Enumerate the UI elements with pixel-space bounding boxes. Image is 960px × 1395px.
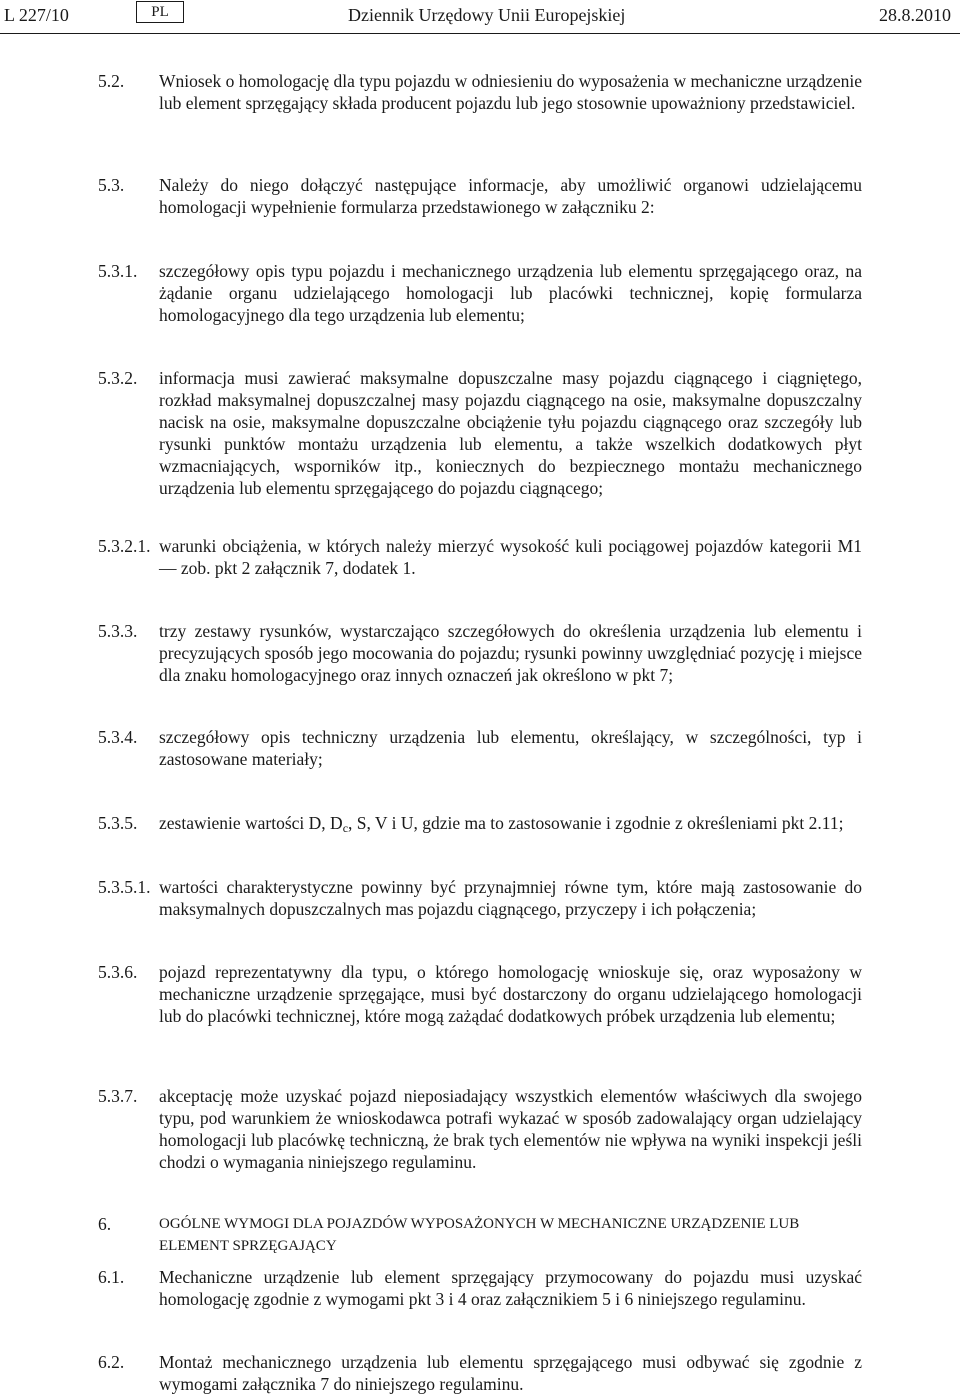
clause-number: 6.2.: [98, 1352, 125, 1372]
clause-number: 5.2.: [98, 71, 125, 91]
section-title: OGÓLNE WYMOGI DLA POJAZDÓW WYPOSAŻONYCH W MECHANICZNE URZĄDZENIE LUB ELEMENT SPRZĘGAJĄCY: [159, 1216, 800, 1254]
clause-number: 5.3.5.1.: [98, 877, 151, 897]
clause-text: Wniosek o homologację dla typu pojazdu w odniesieniu do wyposażenia w mechaniczne urządzenie lub element sprzęgający składa producent pojazdu lub jego stosownie upoważniony przedstawiciel.: [159, 71, 862, 113]
clause-text-before: zestawienie wartości D, D: [159, 813, 343, 833]
clause-number: 6.1.: [98, 1267, 125, 1287]
clause-text: informacja musi zawierać maksymalne dopuszczalne masy pojazdu ciągnącego i ciągniętego, rozkład maksymalnej dopuszczalnej masy pojazdu ciągnącego na osie, maksymalne dopuszczalny nacisk na osie, maksymalne dopuszczalne obciążenie tyłu pojazdu ciągnącego oraz szczegóły lub rysunki punktów montażu urządzenia lub elementu, a także wszelkich dodatkowych płyt wzmacniających, wsporników itp., koniecznych do bezpiecznego montażu mechanicznego urządzenia lub elementu sprzęgającego do pojazdu ciągnącego;: [159, 368, 862, 498]
clause-text: Montaż mechanicznego urządzenia lub elementu sprzęgającego musi odbywać się zgodnie z wymogami załącznika 7 do niniejszego regulaminu.: [159, 1352, 862, 1394]
header-divider: [0, 33, 960, 34]
clause-number: 5.3.3.: [98, 621, 138, 641]
language-badge: PL: [136, 1, 184, 23]
clause-number: 5.3.: [98, 175, 125, 195]
clause-number: 5.3.5.: [98, 813, 138, 833]
clause-text: szczegółowy opis techniczny urządzenia lub elementu, określający, w szczególności, typ i zastosowane materiały;: [159, 727, 862, 769]
section-number: 6.: [98, 1214, 112, 1234]
clause-text-after: , S, V i U, gdzie ma to zastosowanie i zgodnie z określeniami pkt 2.11;: [348, 813, 844, 833]
clause-number: 5.3.6.: [98, 962, 138, 982]
clause-text: Mechaniczne urządzenie lub element sprzęgający przymocowany do pojazdu musi uzyskać homologację zgodnie z wymogami pkt 3 i 4 oraz załącznikiem 5 i 6 niniejszego regulaminu.: [159, 1267, 862, 1309]
clause-number: 5.3.2.1.: [98, 536, 151, 556]
publication-date: 28.8.2010: [879, 5, 951, 25]
clause-number: 5.3.2.: [98, 368, 138, 388]
clause-number: 5.3.7.: [98, 1086, 138, 1106]
clause-text: Należy do niego dołączyć następujące informacje, aby umożliwić organowi udzielającemu homologacji wypełnienie formularza przedstawionego w załączniku 2:: [159, 175, 862, 217]
clause-text: [159, 812, 862, 834]
page-reference: L 227/10: [4, 5, 69, 25]
journal-title: Dziennik Urzędowy Unii Europejskiej: [348, 5, 626, 25]
clause-text: szczegółowy opis typu pojazdu i mechanicznego urządzenia lub elementu sprzęgającego oraz, na żądanie organu udzielającego homologacji lub placówki technicznej, kopię formularza homologacyjnego dla tego urządzenia lub elementu;: [159, 261, 862, 325]
clause-text: trzy zestawy rysunków, wystarczająco szczegółowych do określenia urządzenia lub elementu i precyzujących sposób jego mocowania do pojazdu; rysunki powinny uwzględniać pozycję i miejsce dla znaku homologacyjnego oraz innych oznaczeń jak określono w pkt 7;: [159, 621, 862, 685]
clause-text: warunki obciążenia, w których należy mierzyć wysokość kuli pociągowej pojazdów kategorii M1 — zob. pkt 2 załącznik 7, dodatek 1.: [159, 536, 862, 578]
clause-number: 5.3.1.: [98, 261, 138, 281]
clause-text: wartości charakterystyczne powinny być przynajmniej równe tym, które mają zastosowanie do maksymalnych dopuszczalnych mas pojazdu ciągnącego, przyczepy i ich połączenia;: [159, 877, 862, 919]
page-header: [0, 0, 960, 48]
clause-text: akceptację może uzyskać pojazd nieposiadający wszystkich elementów właściwych dla swojego typu, pod warunkiem że wnioskodawca potrafi wykazać w sposób zadowalający organ udzielający homologacji lub placówkę techniczną, że brak tych elementów nie wpływa na wyniki inspekcji jeśli chodzi o wymagania niniejszego regulaminu.: [159, 1086, 862, 1172]
clause-text: pojazd reprezentatywny dla typu, o którego homologację wnioskuje się, oraz wyposażony w mechaniczne urządzenie sprzęgające, musi być dostarczony do organu udzielającego homologacji lub do placówki technicznej, które mogą zażądać dodatkowych próbek urządzenia lub elementu;: [159, 962, 862, 1026]
clause-text-subscript: c: [342, 821, 349, 835]
clause-number: 5.3.4.: [98, 727, 138, 747]
